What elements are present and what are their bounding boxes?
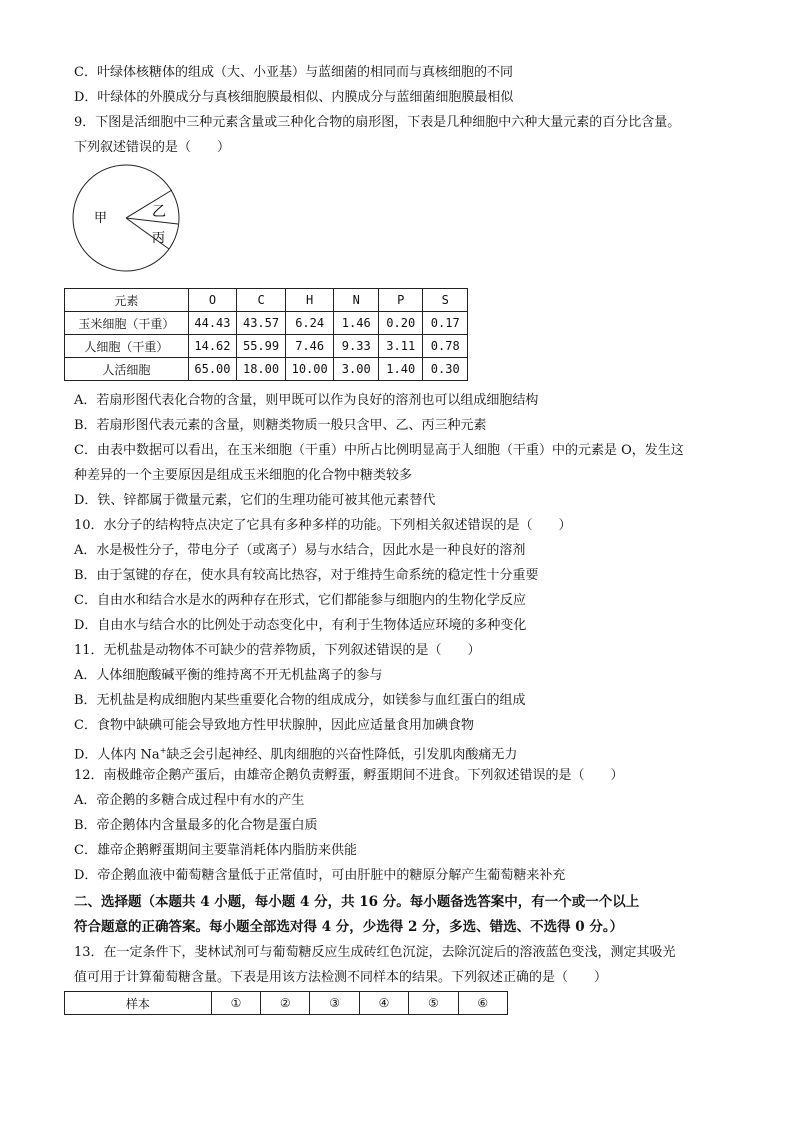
- q10-option-b: B．由于氢键的存在，使水具有较高比热容，对于维持生命系统的稳定性十分重要: [74, 568, 539, 583]
- table-cell: 0.20: [378, 312, 423, 335]
- q10-stem: 10．水分子的结构特点决定了它具有多种多样的功能。下列相关叙述错误的是（ ）: [74, 518, 572, 533]
- q13-stem-line1: 13．在一定条件下，斐林试剂可与葡萄糖反应生成砖红色沉淀，去除沉淀后的溶液蓝色变浅，测定其吸光: [74, 945, 676, 960]
- q10-option-d: D．自由水与结合水的比例处于动态变化中，有利于生物体适应环境的多种变化: [74, 618, 527, 633]
- table-cell: 65.00: [188, 358, 237, 381]
- table-row: [65, 335, 468, 358]
- q13-sample-table: [64, 991, 508, 1015]
- section2-heading-line1: 二、选择题（本题共 4 小题，每小题 4 分，共 16 分。每小题备选答案中，有一个或一个以上: [74, 894, 640, 910]
- q8-option-d: D．叶绿体的外膜成分与真核细胞膜最相似、内膜成分与蓝细菌细胞膜最相似: [74, 90, 514, 105]
- q9-option-c-line1: C．由表中数据可以看出，在玉米细胞（干重）中所占比例明显高于人细胞（干重）中的元素是 O，发生这: [74, 443, 684, 458]
- sodium-charge: +: [159, 746, 167, 755]
- table-cell: ⑥: [458, 992, 507, 1015]
- q13-stem-line2: 值可用于计算葡萄糖含量。下表是用该方法检测不同样本的结果。下列叙述正确的是（ ）: [74, 970, 608, 985]
- table-cell: H: [285, 289, 334, 312]
- table-cell: S: [423, 289, 468, 312]
- table-cell: 7.46: [285, 335, 334, 358]
- q9-stem-line2: 下列叙述错误的是（ ）: [74, 140, 231, 155]
- table-cell: ②: [261, 992, 310, 1015]
- table-cell: ③: [310, 992, 359, 1015]
- q11-option-b: B．无机盐是构成细胞内某些重要化合物的组成成分，如镁参与血红蛋白的组成: [74, 693, 526, 708]
- pie-label-jia: 甲: [94, 211, 108, 226]
- q11-stem: 11．无机盐是动物体不可缺少的营养物质，下列叙述错误的是（ ）: [74, 643, 481, 658]
- q11-option-a: A．人体细胞酸碱平衡的维持离不开无机盐离子的参与: [74, 668, 383, 683]
- table-cell: 6.24: [285, 312, 334, 335]
- table-cell: 元素: [65, 289, 189, 312]
- table-row: [65, 312, 468, 335]
- q11-option-c: C．食物中缺碘可能会导致地方性甲状腺肿，因此应适量食用加碘食物: [74, 718, 474, 733]
- table-cell: 3.00: [334, 358, 379, 381]
- table-cell: 1.46: [334, 312, 379, 335]
- table-cell: 55.99: [237, 335, 286, 358]
- table-cell: 1.40: [378, 358, 423, 381]
- table-cell: 9.33: [334, 335, 379, 358]
- q10-option-c: C．自由水和结合水是水的两种存在形式，它们都能参与细胞内的生物化学反应: [74, 593, 526, 608]
- table-cell: 18.00: [237, 358, 286, 381]
- q9-option-a: A．若扇形图代表化合物的含量，则甲既可以作为良好的溶剂也可以组成细胞结构: [74, 393, 539, 408]
- table-cell: C: [237, 289, 286, 312]
- table-cell: 3.11: [378, 335, 423, 358]
- table-cell: P: [378, 289, 423, 312]
- table-cell: ④: [359, 992, 408, 1015]
- pie-label-bing: 丙: [152, 231, 166, 246]
- q12-option-a: A．帝企鹅的多糖合成过程中有水的产生: [74, 793, 305, 808]
- q8-option-c: C．叶绿体核糖体的组成（大、小亚基）与蓝细菌的相同而与真核细胞的不同: [74, 65, 513, 80]
- table-cell: 10.00: [285, 358, 334, 381]
- table-cell: 0.30: [423, 358, 468, 381]
- table-cell: 样本: [65, 992, 212, 1015]
- q9-element-table: [64, 288, 468, 381]
- q10-option-a: A．水是极性分子，带电分子（或离子）易与水结合，因此水是一种良好的溶剂: [74, 543, 526, 558]
- table-cell: N: [334, 289, 379, 312]
- q11-option-d-text: 缺乏会引起神经、肌肉细胞的兴奋性降低，引发肌肉酸痛无力: [166, 747, 518, 763]
- table-cell: 0.78: [423, 335, 468, 358]
- q11-option-d: [74, 742, 517, 764]
- table-cell: 44.43: [188, 312, 237, 335]
- q11-option-d-prefix: D．人体内 Na: [74, 747, 160, 763]
- table-header-row: [65, 992, 508, 1015]
- table-cell: 人细胞（干重）: [65, 335, 189, 358]
- q9-option-c-line2: 种差异的一个主要原因是组成玉米细胞的化合物中糖类较多: [74, 468, 413, 483]
- table-cell: 43.57: [237, 312, 286, 335]
- pie-label-yi: 乙: [152, 204, 166, 220]
- table-cell: 人活细胞: [65, 358, 189, 381]
- q12-option-d: D．帝企鹅血液中葡萄糖含量低于正常值时，可由肝脏中的糖原分解产生葡萄糖来补充: [74, 868, 566, 883]
- table-cell: ①: [211, 992, 260, 1015]
- section2-heading-line2: 符合题意的正确答案。每小题全部选对得 4 分，少选得 2 分，多选、错选、不选得 0 分。）: [74, 919, 624, 935]
- q12-stem: 12．南极雌帝企鹅产蛋后，由雄帝企鹅负责孵蛋，孵蛋期间不进食。下列叙述错误的是（ ）: [74, 768, 624, 783]
- q9-option-b: B．若扇形图代表元素的含量，则糖类物质一般只含甲、乙、丙三种元素: [74, 418, 487, 433]
- table-cell: O: [188, 289, 237, 312]
- table-header-row: [65, 289, 468, 312]
- q12-option-c: C．雄帝企鹅孵蛋期间主要靠消耗体内脂肪来供能: [74, 843, 357, 858]
- q9-option-d: D．铁、锌都属于微量元素，它们的生理功能可被其他元素替代: [74, 493, 436, 508]
- q9-stem-line1: 9．下图是活细胞中三种元素含量或三种化合物的扇形图，下表是几种细胞中六种大量元素的百分比含量。: [74, 115, 681, 130]
- table-cell: 0.17: [423, 312, 468, 335]
- q12-option-b: B．帝企鹅体内含量最多的化合物是蛋白质: [74, 818, 318, 833]
- table-cell: 14.62: [188, 335, 237, 358]
- q9-pie-chart: [70, 162, 182, 274]
- table-cell: ⑤: [409, 992, 458, 1015]
- table-row: [65, 358, 468, 381]
- table-cell: 玉米细胞（干重）: [65, 312, 189, 335]
